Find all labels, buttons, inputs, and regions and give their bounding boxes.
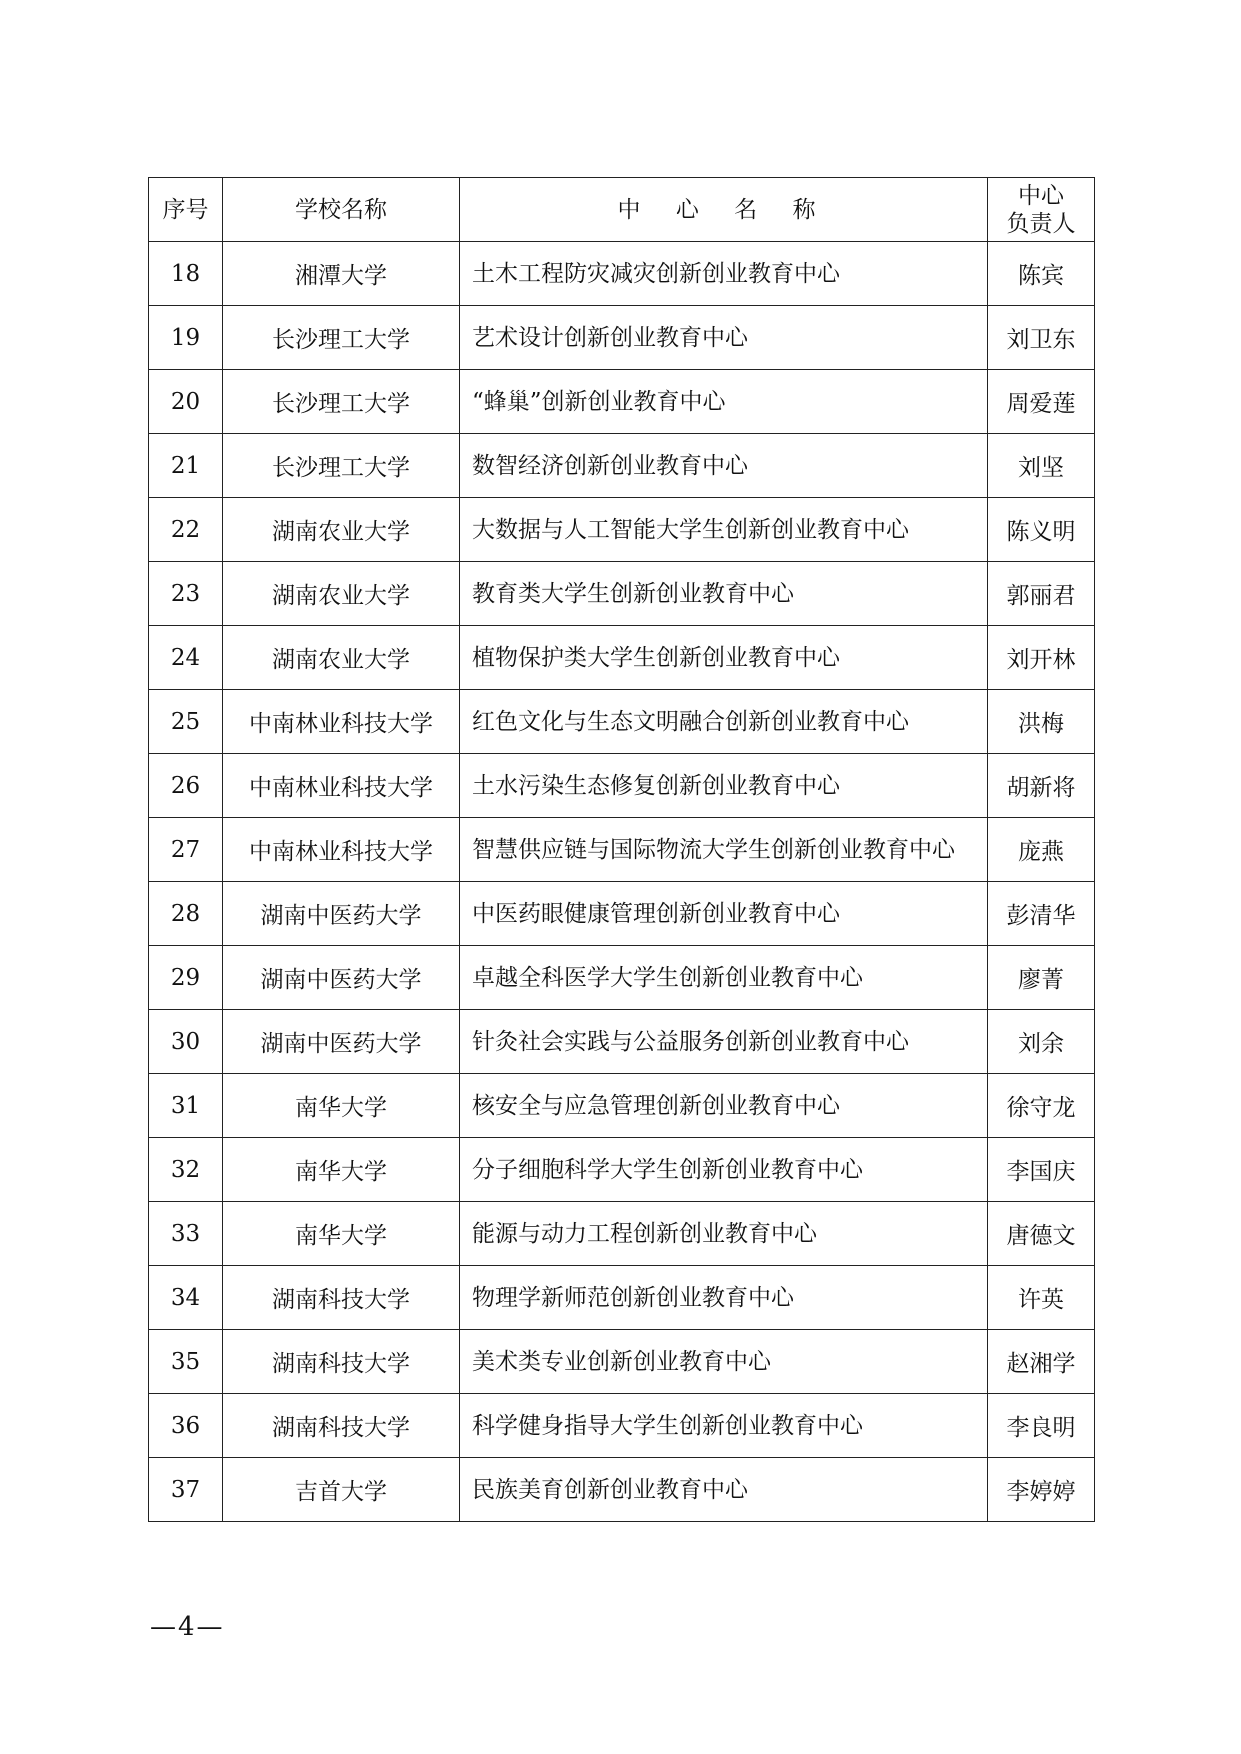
table-row — [149, 306, 1095, 370]
row-center-name: 教育类大学生创新创业教育中心 — [460, 562, 988, 626]
row-leader: 胡新将 — [988, 754, 1095, 818]
row-number: 27 — [149, 818, 223, 882]
row-leader: 许英 — [988, 1266, 1095, 1330]
row-school: 中南林业科技大学 — [223, 818, 460, 882]
table-row — [149, 1138, 1095, 1202]
row-center-name: 物理学新师范创新创业教育中心 — [460, 1266, 988, 1330]
row-center-name: 科学健身指导大学生创新创业教育中心 — [460, 1394, 988, 1458]
table-row — [149, 1458, 1095, 1522]
row-center-name: 核安全与应急管理创新创业教育中心 — [460, 1074, 988, 1138]
row-school: 南华大学 — [223, 1074, 460, 1138]
row-center-name: 大数据与人工智能大学生创新创业教育中心 — [460, 498, 988, 562]
table-row — [149, 1010, 1095, 1074]
table-row — [149, 626, 1095, 690]
table-header-row — [149, 178, 1095, 242]
row-number: 19 — [149, 306, 223, 370]
header-school: 学校名称 — [223, 178, 460, 242]
row-school: 湖南中医药大学 — [223, 882, 460, 946]
row-number: 28 — [149, 882, 223, 946]
row-leader: 周爱莲 — [988, 370, 1095, 434]
row-school: 吉首大学 — [223, 1458, 460, 1522]
header-lead-line2: 负责人 — [1006, 210, 1076, 237]
row-number: 34 — [149, 1266, 223, 1330]
header-center-label: 中 心 名 称 — [617, 196, 830, 223]
row-number: 22 — [149, 498, 223, 562]
row-school: 湖南农业大学 — [223, 562, 460, 626]
table-row — [149, 1394, 1095, 1458]
table-row — [149, 1202, 1095, 1266]
row-center-name: 植物保护类大学生创新创业教育中心 — [460, 626, 988, 690]
table-row — [149, 434, 1095, 498]
page-number: —4— — [150, 1612, 225, 1642]
row-number: 21 — [149, 434, 223, 498]
header-center — [460, 178, 988, 242]
table-row — [149, 946, 1095, 1010]
row-number: 18 — [149, 242, 223, 306]
row-leader: 陈义明 — [988, 498, 1095, 562]
table-row — [149, 1074, 1095, 1138]
row-center-name: 数智经济创新创业教育中心 — [460, 434, 988, 498]
row-school: 中南林业科技大学 — [223, 754, 460, 818]
row-number: 32 — [149, 1138, 223, 1202]
row-number: 33 — [149, 1202, 223, 1266]
row-leader: 彭清华 — [988, 882, 1095, 946]
row-leader: 廖菁 — [988, 946, 1095, 1010]
row-number: 35 — [149, 1330, 223, 1394]
row-school: 湖南中医药大学 — [223, 1010, 460, 1074]
row-school: 南华大学 — [223, 1138, 460, 1202]
row-school: 湖南农业大学 — [223, 626, 460, 690]
row-number: 26 — [149, 754, 223, 818]
row-number: 36 — [149, 1394, 223, 1458]
row-number: 20 — [149, 370, 223, 434]
row-school: 湖南中医药大学 — [223, 946, 460, 1010]
row-leader: 洪梅 — [988, 690, 1095, 754]
row-school: 南华大学 — [223, 1202, 460, 1266]
row-leader: 唐德文 — [988, 1202, 1095, 1266]
row-center-name: 能源与动力工程创新创业教育中心 — [460, 1202, 988, 1266]
table-row — [149, 882, 1095, 946]
row-leader: 刘余 — [988, 1010, 1095, 1074]
row-number: 31 — [149, 1074, 223, 1138]
row-leader: 李良明 — [988, 1394, 1095, 1458]
row-number: 23 — [149, 562, 223, 626]
table-row — [149, 1330, 1095, 1394]
row-school: 湖南科技大学 — [223, 1266, 460, 1330]
row-center-name: 中医药眼健康管理创新创业教育中心 — [460, 882, 988, 946]
row-center-name: 艺术设计创新创业教育中心 — [460, 306, 988, 370]
row-number: 30 — [149, 1010, 223, 1074]
row-leader: 李婷婷 — [988, 1458, 1095, 1522]
table-row — [149, 1266, 1095, 1330]
row-school: 湖南科技大学 — [223, 1330, 460, 1394]
row-school: 长沙理工大学 — [223, 434, 460, 498]
row-school: 长沙理工大学 — [223, 370, 460, 434]
centers-table — [148, 177, 1095, 1522]
row-school: 湘潭大学 — [223, 242, 460, 306]
table-row — [149, 242, 1095, 306]
table-row — [149, 690, 1095, 754]
table-row — [149, 754, 1095, 818]
header-no: 序号 — [149, 178, 223, 242]
row-school: 中南林业科技大学 — [223, 690, 460, 754]
row-center-name: 美术类专业创新创业教育中心 — [460, 1330, 988, 1394]
row-school: 湖南农业大学 — [223, 498, 460, 562]
table-row — [149, 818, 1095, 882]
row-number: 25 — [149, 690, 223, 754]
row-center-name: 民族美育创新创业教育中心 — [460, 1458, 988, 1522]
row-number: 37 — [149, 1458, 223, 1522]
row-leader: 赵湘学 — [988, 1330, 1095, 1394]
table-row — [149, 370, 1095, 434]
row-center-name: 卓越全科医学大学生创新创业教育中心 — [460, 946, 988, 1010]
row-leader: 刘卫东 — [988, 306, 1095, 370]
header-lead-line1: 中心 — [1018, 182, 1064, 209]
row-center-name: 针灸社会实践与公益服务创新创业教育中心 — [460, 1010, 988, 1074]
table-body — [149, 242, 1095, 1522]
row-center-name: 土水污染生态修复创新创业教育中心 — [460, 754, 988, 818]
row-school: 长沙理工大学 — [223, 306, 460, 370]
row-center-name: 土木工程防灾减灾创新创业教育中心 — [460, 242, 988, 306]
row-center-name: 智慧供应链与国际物流大学生创新创业教育中心 — [460, 818, 988, 882]
row-leader: 郭丽君 — [988, 562, 1095, 626]
row-center-name: 分子细胞科学大学生创新创业教育中心 — [460, 1138, 988, 1202]
table-row — [149, 562, 1095, 626]
row-leader: 徐守龙 — [988, 1074, 1095, 1138]
row-school: 湖南科技大学 — [223, 1394, 460, 1458]
row-center-name: “蜂巢”创新创业教育中心 — [460, 370, 988, 434]
table-row — [149, 498, 1095, 562]
header-lead — [988, 178, 1095, 242]
row-center-name: 红色文化与生态文明融合创新创业教育中心 — [460, 690, 988, 754]
row-leader: 李国庆 — [988, 1138, 1095, 1202]
row-leader: 刘开林 — [988, 626, 1095, 690]
row-leader: 刘坚 — [988, 434, 1095, 498]
row-number: 29 — [149, 946, 223, 1010]
row-leader: 陈宾 — [988, 242, 1095, 306]
row-number: 24 — [149, 626, 223, 690]
row-leader: 庞燕 — [988, 818, 1095, 882]
